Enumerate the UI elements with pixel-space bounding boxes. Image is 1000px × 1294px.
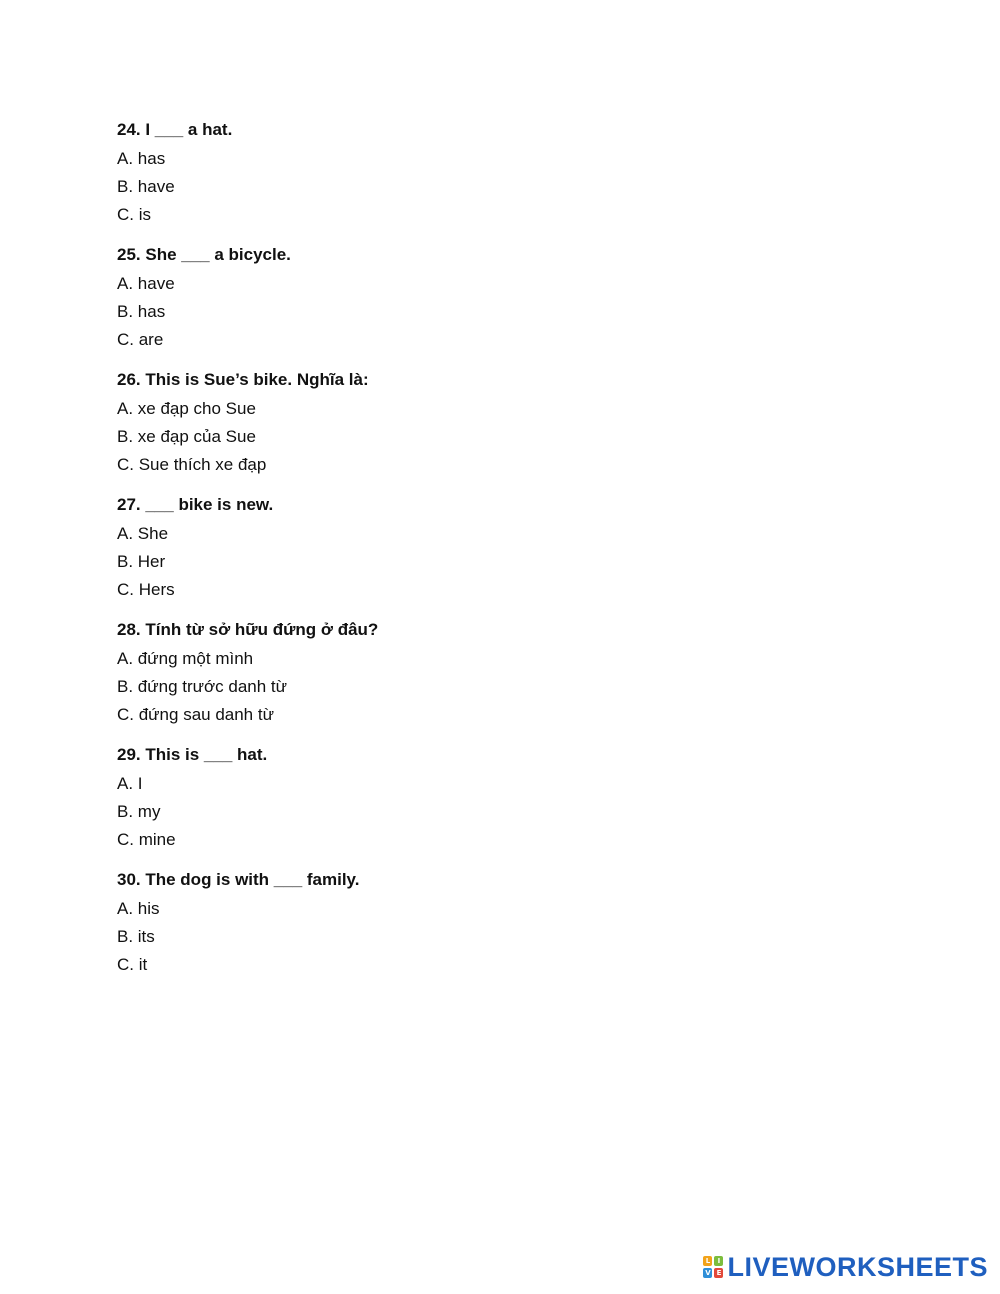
option-b[interactable]: B. Her [117, 552, 166, 571]
question-28 [117, 617, 877, 729]
question-26 [117, 367, 877, 479]
logo-tile: E [714, 1268, 723, 1278]
option-a[interactable]: A. I [117, 774, 143, 793]
question-25 [117, 242, 877, 354]
option-b[interactable]: B. xe đạp của Sue [117, 427, 256, 446]
option-b[interactable]: B. my [117, 802, 161, 821]
option-b[interactable]: B. its [117, 927, 155, 946]
option-b[interactable]: B. has [117, 302, 166, 321]
question-title: 29. This is ___ hat. [117, 745, 268, 764]
option-c[interactable]: C. Hers [117, 580, 175, 599]
question-title: 24. I ___ a hat. [117, 120, 233, 139]
question-title: 25. She ___ a bicycle. [117, 245, 291, 264]
option-a[interactable]: A. has [117, 149, 166, 168]
question-list [117, 117, 877, 992]
liveworksheets-logo [703, 1252, 988, 1282]
logo-tiles-icon [703, 1256, 723, 1278]
question-29 [117, 742, 877, 854]
option-c[interactable]: C. đứng sau danh từ [117, 705, 274, 724]
option-a[interactable]: A. She [117, 524, 169, 543]
question-27 [117, 492, 877, 604]
question-title: 28. Tính từ sở hữu đứng ở đâu? [117, 620, 379, 639]
option-c[interactable]: C. is [117, 205, 151, 224]
question-30 [117, 867, 877, 979]
option-c[interactable]: C. Sue thích xe đạp [117, 455, 267, 474]
logo-tile: I [714, 1256, 723, 1266]
option-a[interactable]: A. đứng một mình [117, 649, 254, 668]
question-title: 26. This is Sue’s bike. Nghĩa là: [117, 370, 369, 389]
option-a[interactable]: A. xe đạp cho Sue [117, 399, 256, 418]
option-b[interactable]: B. đứng trước danh từ [117, 677, 288, 696]
option-c[interactable]: C. mine [117, 830, 176, 849]
option-a[interactable]: A. his [117, 899, 160, 918]
question-title: 27. ___ bike is new. [117, 495, 274, 514]
logo-tile: L [703, 1256, 712, 1266]
logo-tile: V [705, 1269, 711, 1277]
option-a[interactable]: A. have [117, 274, 175, 293]
option-c[interactable]: C. it [117, 955, 148, 974]
brand-name: LIVEWORKSHEETS [727, 1251, 988, 1282]
option-c[interactable]: C. are [117, 330, 164, 349]
question-24 [117, 117, 877, 229]
question-title: 30. The dog is with ___ family. [117, 870, 360, 889]
option-b[interactable]: B. have [117, 177, 175, 196]
